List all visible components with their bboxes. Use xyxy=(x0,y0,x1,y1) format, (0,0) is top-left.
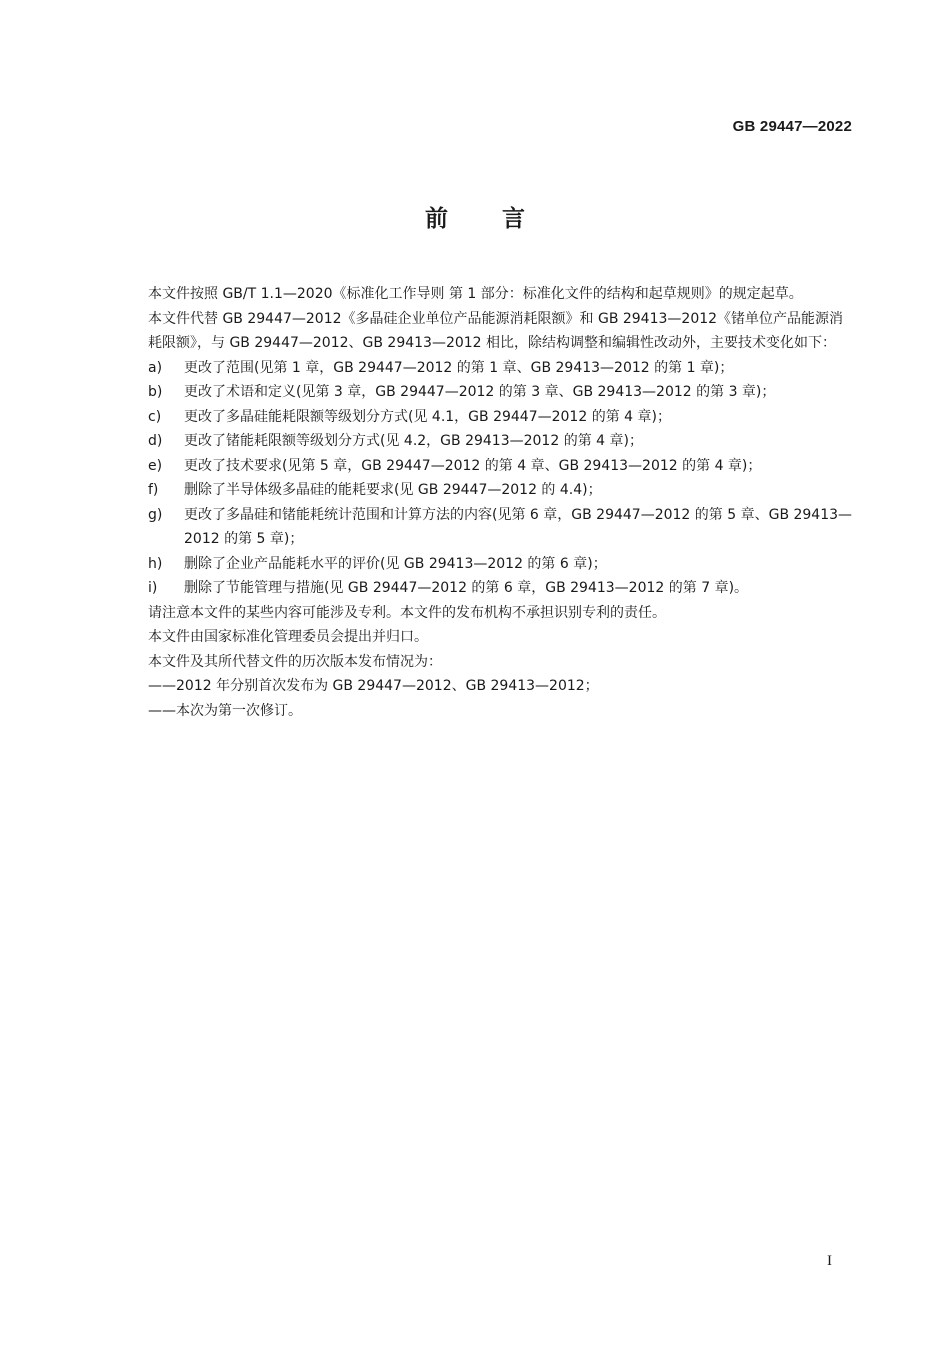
list-item xyxy=(148,454,856,479)
history-entry-text: ——本次为第一次修订。 xyxy=(148,702,302,719)
history-entry-revision xyxy=(148,699,856,724)
paragraph-replacement-text: 本文件代替 GB 29447—2012《多晶硅企业单位产品能源消耗限额》和 GB 29413—2012《锗单位产品能源消耗限额》，与 GB 29447—2012、GB 29413—2012 相比，除结构调整和编辑性改动外，主要技术变化如下： xyxy=(148,310,844,351)
list-item-text: 更改了多晶硅和锗能耗统计范围和计算方法的内容(见第 6 章，GB 29447—2012 的第 5 章、GB 29413—2012 的第 5 章)； xyxy=(184,506,853,547)
paragraph-patent-notice xyxy=(148,601,856,626)
list-item-text: 更改了多晶硅能耗限额等级划分方式(见 4.1，GB 29447—2012 的第 4 章)； xyxy=(184,408,671,425)
list-item-text: 更改了术语和定义(见第 3 章，GB 29447—2012 的第 3 章、GB 29413—2012 的第 3 章)； xyxy=(184,384,776,400)
list-item xyxy=(148,552,856,577)
paragraph-replacement xyxy=(148,307,856,356)
list-marker: g) xyxy=(148,506,163,523)
paragraph-proposer-text: 本文件由国家标准化管理委员会提出并归口。 xyxy=(148,629,428,645)
list-item-text: 更改了技术要求(见第 5 章，GB 29447—2012 的第 4 章、GB 29413—2012 的第 4 章)； xyxy=(184,457,762,474)
list-item xyxy=(148,503,856,552)
paragraph-proposer xyxy=(148,625,856,650)
page-number: I xyxy=(827,1253,832,1269)
list-marker: e) xyxy=(148,457,163,474)
list-item xyxy=(148,478,856,503)
list-item xyxy=(148,380,856,405)
list-marker: h) xyxy=(148,555,163,572)
paragraph-drafting-rules-text: 本文件按照 GB/T 1.1—2020《标准化工作导则 第 1 部分：标准化文件的结构和起草规则》的规定起草。 xyxy=(148,286,803,302)
foreword-body xyxy=(148,282,856,723)
paragraph-history-intro xyxy=(148,650,856,675)
list-item xyxy=(148,356,856,381)
list-marker: c) xyxy=(148,408,162,425)
list-item xyxy=(148,429,856,454)
document-code: GB 29447—2022 xyxy=(732,118,852,135)
list-item-text: 删除了节能管理与措施(见 GB 29447—2012 的第 6 章，GB 29413—2012 的第 7 章)。 xyxy=(184,580,749,596)
history-entry-first-release xyxy=(148,674,856,699)
list-item-text: 删除了企业产品能耗水平的评价(见 GB 29413—2012 的第 6 章)； xyxy=(184,555,607,572)
technical-changes-list xyxy=(148,356,856,601)
list-item xyxy=(148,405,856,430)
list-marker: d) xyxy=(148,433,163,449)
paragraph-drafting-rules xyxy=(148,282,856,307)
list-item-text: 更改了锗能耗限额等级划分方式(见 4.2，GB 29413—2012 的第 4 章)； xyxy=(184,433,643,449)
history-entry-text: ——2012 年分别首次发布为 GB 29447—2012、GB 29413—2012； xyxy=(148,678,599,694)
list-marker: a) xyxy=(148,359,163,376)
page-title: 前言 xyxy=(425,206,579,232)
list-marker: i) xyxy=(148,580,158,596)
list-item-text: 更改了范围(见第 1 章，GB 29447—2012 的第 1 章、GB 29413—2012 的第 1 章)； xyxy=(184,359,734,376)
list-marker: b) xyxy=(148,384,163,400)
paragraph-history-intro-text: 本文件及其所代替文件的历次版本发布情况为： xyxy=(148,653,442,670)
list-item xyxy=(148,576,856,601)
list-item-text: 删除了半导体级多晶硅的能耗要求(见 GB 29447—2012 的 4.4)； xyxy=(184,482,602,498)
list-marker: f) xyxy=(148,482,159,498)
paragraph-patent-notice-text: 请注意本文件的某些内容可能涉及专利。本文件的发布机构不承担识别专利的责任。 xyxy=(148,604,666,621)
